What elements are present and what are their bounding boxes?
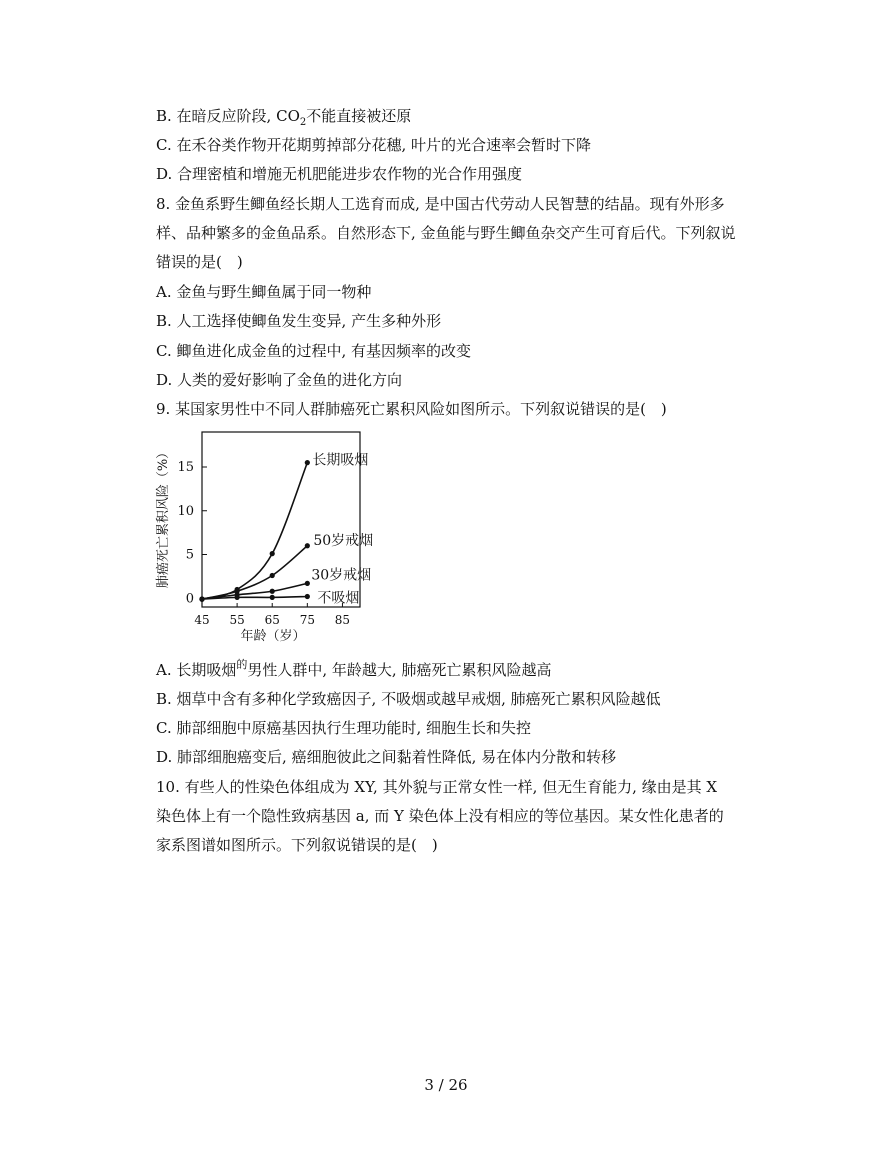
q8-stem-line-1: 8. 金鱼系野生鲫鱼经长期人工选育而成, 是中国古代劳动人民智慧的结晶。现有外形多 bbox=[156, 195, 725, 213]
q8-stem-line-3: 错误的是( ) bbox=[156, 253, 243, 271]
chart-series bbox=[199, 452, 373, 607]
series-label: 30岁戒烟 bbox=[311, 567, 372, 584]
q9-stem: 9. 某国家男性中不同人群肺癌死亡累积风险如图所示。下列叙说错误的是( ) bbox=[156, 400, 667, 418]
series-point bbox=[270, 595, 275, 600]
series-line bbox=[202, 546, 307, 599]
x-tick-label: 55 bbox=[229, 613, 245, 627]
q10-stem-line-1: 10. 有些人的性染色体组成为 XY, 其外貌与正常女性一样, 但无生育能力, 缘由是其 X bbox=[156, 778, 718, 796]
y-tick-label: 10 bbox=[177, 503, 194, 519]
series-line bbox=[202, 463, 307, 600]
q7-option-b-text-post: 不能直接被还原 bbox=[306, 107, 412, 125]
x-tick-label: 85 bbox=[334, 613, 351, 627]
series-point bbox=[270, 589, 275, 594]
q9-option-a-text-pre: A. 长期吸烟 bbox=[156, 661, 237, 679]
x-tick-label: 45 bbox=[194, 613, 210, 627]
q9-option-a bbox=[156, 659, 551, 683]
q9-option-a-text-post: 男性人群中, 年龄越大, 肺癌死亡累积风险越高 bbox=[247, 661, 552, 679]
q7-option-b-subscript: 2 bbox=[299, 117, 307, 128]
q9-option-b: B. 烟草中含有多种化学致癌因子, 不吸烟或越早戒烟, 肺癌死亡累积风险越低 bbox=[156, 690, 661, 708]
q7-option-b-text-pre: B. 在暗反应阶段, CO bbox=[156, 107, 300, 125]
q9-option-d: D. 肺部细胞癌变后, 癌细胞彼此之间黏着性降低, 易在体内分散和转移 bbox=[156, 748, 617, 766]
series-label: 50岁戒烟 bbox=[313, 532, 374, 549]
x-axis-label: 年龄（岁） bbox=[240, 629, 306, 644]
q10-stem-line-2: 染色体上有一个隐性致病基因 a, 而 Y 染色体上没有相应的等位基因。某女性化患者的 bbox=[156, 807, 724, 825]
chart-svg bbox=[150, 425, 380, 653]
series-point bbox=[305, 543, 310, 548]
series-label: 长期吸烟 bbox=[312, 452, 369, 469]
q9-option-a-superscript: 的 bbox=[236, 658, 248, 671]
series-point bbox=[235, 595, 240, 600]
q8-option-a: A. 金鱼与野生鲫鱼属于同一物种 bbox=[156, 283, 372, 301]
series-point bbox=[305, 594, 310, 599]
series-point bbox=[270, 551, 275, 556]
q8-option-c: C. 鲫鱼进化成金鱼的过程中, 有基因频率的改变 bbox=[156, 342, 472, 360]
q9-line-chart bbox=[150, 425, 380, 653]
series-point bbox=[199, 597, 204, 602]
q7-option-b bbox=[156, 105, 411, 134]
x-tick-label: 65 bbox=[264, 613, 280, 627]
q9-option-c: C. 肺部细胞中原癌基因执行生理功能时, 细胞生长和失控 bbox=[156, 719, 532, 737]
q10-stem-line-3: 家系图谱如图所示。下列叙说错误的是( ) bbox=[156, 836, 438, 854]
x-tick-label: 75 bbox=[299, 613, 315, 627]
y-tick-label: 5 bbox=[185, 547, 194, 563]
series-point bbox=[305, 460, 310, 465]
series-label: 不吸烟 bbox=[317, 590, 360, 607]
q8-option-b: B. 人工选择使鲫鱼发生变异, 产生多种外形 bbox=[156, 312, 442, 330]
series-point bbox=[270, 573, 275, 578]
y-tick-label: 15 bbox=[177, 460, 194, 475]
y-axis-label: 肺癌死亡累积风险（%） bbox=[156, 445, 171, 589]
series-point bbox=[305, 581, 310, 586]
page-number: 3 / 26 bbox=[424, 1076, 468, 1094]
q7-option-d: D. 合理密植和增施无机肥能进步农作物的光合作用强度 bbox=[156, 165, 523, 183]
q8-stem-line-2: 样、品种繁多的金鱼品系。自然形态下, 金鱼能与野生鲫鱼杂交产生可育后代。下列叙说 bbox=[156, 224, 736, 242]
q8-option-d: D. 人类的爱好影响了金鱼的进化方向 bbox=[156, 371, 403, 389]
y-tick-label: 0 bbox=[185, 591, 194, 607]
q7-option-c: C. 在禾谷类作物开花期剪掉部分花穗, 叶片的光合速率会暂时下降 bbox=[156, 136, 592, 154]
